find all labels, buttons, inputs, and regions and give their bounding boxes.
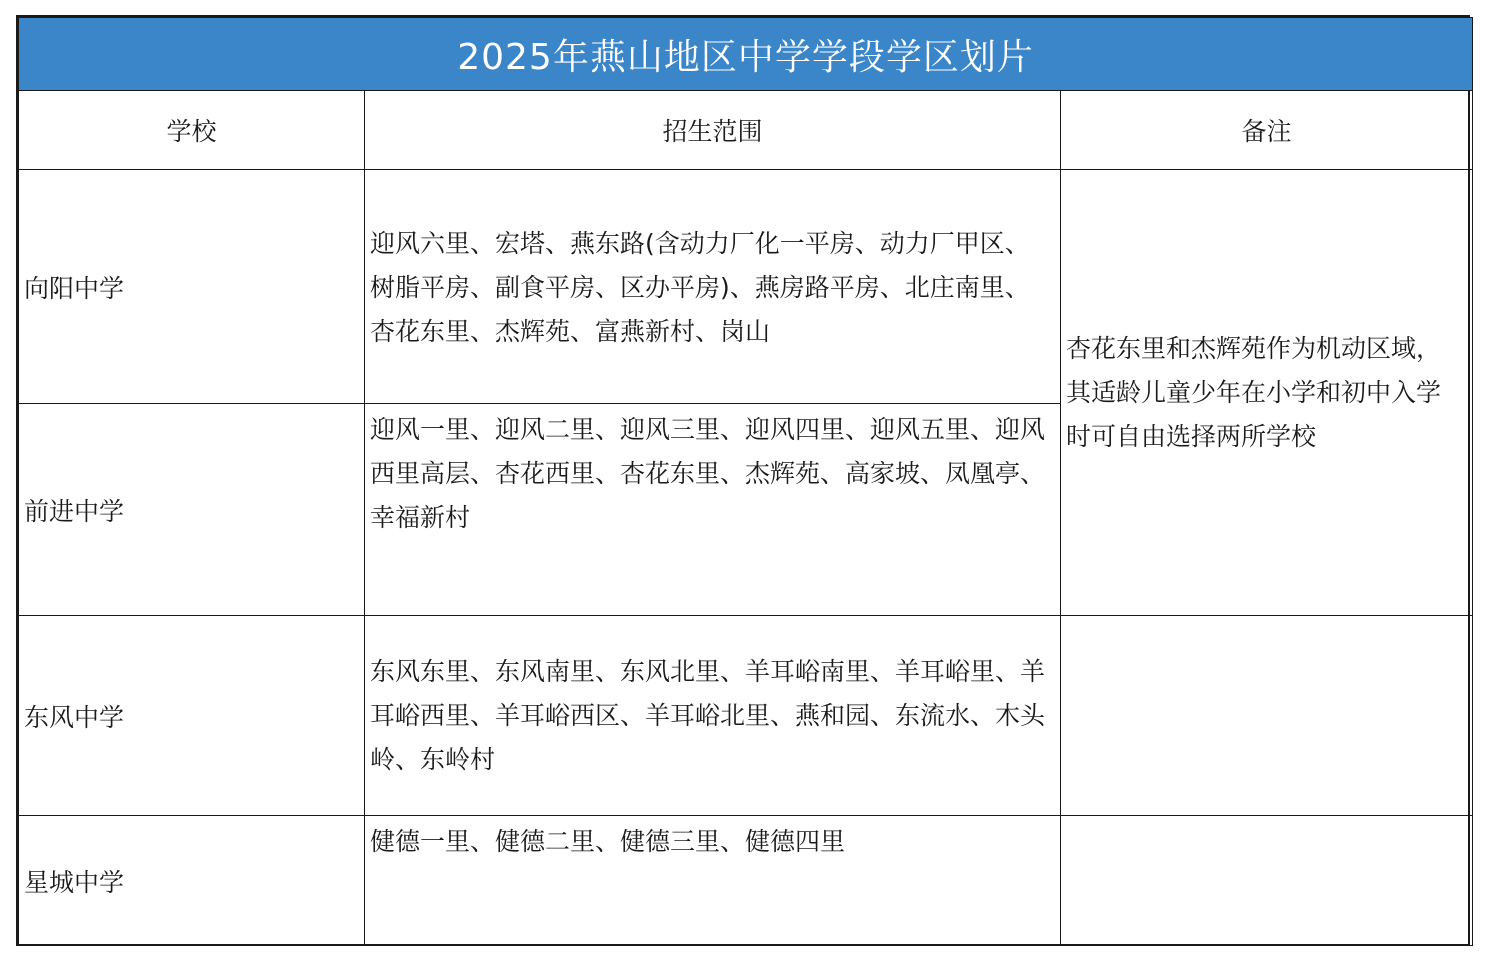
note-cell (1061, 616, 1473, 816)
merged-note: 杏花东里和杰辉苑作为机动区域，其适龄儿童少年在小学和初中入学时可自由选择两所学校 (1061, 170, 1473, 616)
enrollment-range: 健德一里、健德二里、健德三里、健德四里 (365, 816, 1061, 946)
district-table (18, 17, 1473, 946)
table-row (19, 170, 1473, 404)
note-cell (1061, 816, 1473, 946)
enrollment-range: 迎风一里、迎风二里、迎风三里、迎风四里、迎风五里、迎风西里高层、杏花西里、杏花东里、杰辉苑、高家坡、凤凰亭、幸福新村 (365, 404, 1061, 616)
title-row (19, 18, 1473, 91)
header-school: 学校 (19, 91, 365, 170)
school-name: 东风中学 (19, 616, 365, 816)
table-title: 2025年燕山地区中学学段学区划片 (19, 18, 1473, 91)
header-row (19, 91, 1473, 170)
header-range: 招生范围 (365, 91, 1061, 170)
school-name: 前进中学 (19, 404, 365, 616)
school-name: 星城中学 (19, 816, 365, 946)
school-name: 向阳中学 (19, 170, 365, 404)
header-note: 备注 (1061, 91, 1473, 170)
table-row (19, 616, 1473, 816)
enrollment-range: 迎风六里、宏塔、燕东路(含动力厂化一平房、动力厂甲区、树脂平房、副食平房、区办平房)、燕房路平房、北庄南里、杏花东里、杰辉苑、富燕新村、岗山 (365, 170, 1061, 404)
table-row (19, 816, 1473, 946)
district-table-sheet (16, 15, 1470, 946)
enrollment-range: 东风东里、东风南里、东风北里、羊耳峪南里、羊耳峪里、羊耳峪西里、羊耳峪西区、羊耳峪北里、燕和园、东流水、木头岭、东岭村 (365, 616, 1061, 816)
